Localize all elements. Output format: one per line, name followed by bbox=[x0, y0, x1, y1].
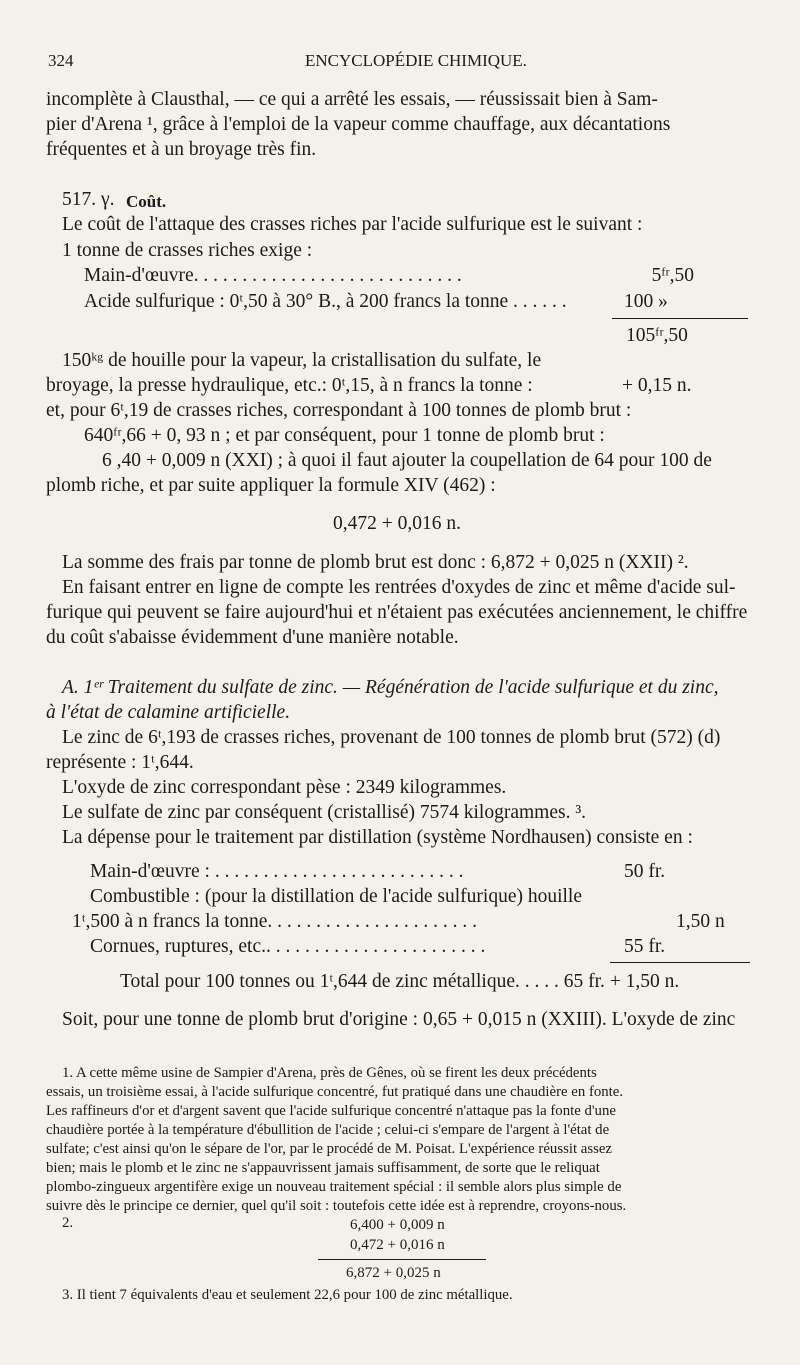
section-a-line-5: La dépense pour le traitement par distillation (système Nordhausen) consiste en : bbox=[62, 827, 693, 848]
footnote-3: 3. Il tient 7 équivalents d'eau et seulement 22,6 pour 100 de zinc métallique. bbox=[62, 1287, 513, 1303]
section-517-line-12: du coût s'abaisse évidemment d'une manière notable. bbox=[46, 627, 459, 648]
footnote-1-line: plombo-zingueux argentifère exige un nouveau traitement spécial : il semble alors plus simple de bbox=[46, 1179, 622, 1195]
cost-item-value: 5ᶠʳ,50 bbox=[651, 265, 694, 286]
footnote-2-line: 6,400 + 0,009 n bbox=[350, 1217, 445, 1233]
section-517-line-3: 150ᵏᵍ de houille pour la vapeur, la cristallisation du sulfate, le bbox=[62, 350, 542, 371]
cost-row-label: Cornues, ruptures, etc.. . . . . . . . . . . . . . . . . . . . . . . bbox=[90, 936, 486, 957]
intro-line-1: incomplète à Clausthal, — ce qui a arrêté les essais, — réussissait bien à Sam- bbox=[46, 89, 658, 110]
section-517-line-10: En faisant entrer en ligne de compte les rentrées d'oxydes de zinc et même d'acide sul- bbox=[62, 577, 736, 598]
footnote-1-line: sulfate; c'est ainsi qu'on le sépare de l'or, par le procédé de M. Poisat. L'expérience réussit assez bbox=[46, 1141, 612, 1157]
footnote-1-line: 1. A cette même usine de Sampier d'Arena, près de Gênes, où se firent les deux précédents bbox=[62, 1065, 597, 1081]
cost-row-value: 1,50 n bbox=[676, 911, 725, 932]
footnote-sum-rule bbox=[318, 1259, 486, 1260]
section-a-line-4: Le sulfate de zinc par conséquent (cristallisé) 7574 kilogrammes. ³. bbox=[62, 802, 587, 823]
cost-row-value: 55 fr. bbox=[624, 936, 666, 957]
sum-rule bbox=[612, 318, 748, 319]
section-517-line-11: furique qui peuvent se faire aujourd'hui et n'étaient pas exécutées anciennement, le chiffre bbox=[46, 602, 748, 623]
footnote-2-line: 6,872 + 0,025 n bbox=[346, 1265, 441, 1281]
section-517-line-9: La somme des frais par tonne de plomb brut est donc : 6,872 + 0,025 n (XXII) ². bbox=[62, 552, 689, 573]
cost-row-label: 1ᵗ,500 à n francs la tonne. . . . . . . . . . . . . . . . . . . . . . bbox=[72, 911, 478, 932]
footnote-1-line: suivre dès le principe ce dernier, quel qu'il soit : toutefois cette idée est à reprendre, croyons-nous. bbox=[46, 1198, 627, 1214]
footnote-2-line: 0,472 + 0,016 n bbox=[350, 1237, 445, 1253]
section-517-line-4: broyage, la presse hydraulique, etc.: 0ᵗ,15, à n francs la tonne : bbox=[46, 375, 533, 396]
section-a-line-2: représente : 1ᵗ,644. bbox=[46, 752, 194, 773]
closing-line: Soit, pour une tonne de plomb brut d'origine : 0,65 + 0,015 n (XXIII). L'oxyde de zinc bbox=[62, 1009, 736, 1030]
section-517-line-7: 6 ,40 + 0,009 n (XXI) ; à quoi il faut ajouter la coupellation de 64 pour 100 de bbox=[102, 450, 712, 471]
cost-item-value: 100 » bbox=[624, 291, 668, 312]
section-517-line-2: 1 tonne de crasses riches exige : bbox=[62, 240, 313, 261]
cost-row-label: Combustible : (pour la distillation de l'acide sulfurique) houille bbox=[90, 886, 583, 907]
section-517-number: 517. γ. bbox=[62, 189, 115, 210]
cost-item-label: Acide sulfurique : 0ᵗ,50 à 30° B., à 200 francs la tonne . . . . . . bbox=[84, 291, 567, 312]
formula: 0,472 + 0,016 n. bbox=[333, 513, 461, 534]
footnote-2-label: 2. bbox=[62, 1215, 74, 1231]
cost-item-label: Main-d'œuvre. . . . . . . . . . . . . . . . . . . . . . . . . . . . bbox=[84, 265, 462, 286]
section-517-line-8: plomb riche, et par suite appliquer la formule XIV (462) : bbox=[46, 475, 496, 496]
cost-row-label: Main-d'œuvre : . . . . . . . . . . . . . . . . . . . . . . . . . . bbox=[90, 861, 464, 882]
sum-rule bbox=[610, 962, 750, 963]
section-517-line-6: 640ᶠʳ,66 + 0, 93 n ; et par conséquent, pour 1 tonne de plomb brut : bbox=[84, 425, 605, 446]
section-a-line-1: Le zinc de 6ᵗ,193 de crasses riches, provenant de 100 tonnes de plomb brut (572) (d) bbox=[62, 727, 721, 748]
footnote-1-line: essais, un troisième essai, à l'acide sulfurique concentré, fut pratiqué dans une chaudière en fonte. bbox=[46, 1084, 624, 1100]
section-a-line-3: L'oxyde de zinc correspondant pèse : 2349 kilogrammes. bbox=[62, 777, 507, 798]
cost-total: 105ᶠʳ,50 bbox=[626, 325, 688, 346]
footnote-1-line: bien; mais le plomb et le zinc ne s'appauvrissent jamais suffisamment, de sorte que le reliquat bbox=[46, 1160, 600, 1176]
section-a-heading-2: à l'état de calamine artificielle. bbox=[46, 702, 291, 723]
cost-total-line: Total pour 100 tonnes ou 1ᵗ,644 de zinc métallique. . . . . 65 fr. + 1,50 n. bbox=[120, 971, 680, 992]
section-a-heading-1: A. 1ᵉʳ Traitement du sulfate de zinc. — Régénération de l'acide sulfurique et du zinc, bbox=[62, 677, 719, 698]
cost-row-value: 50 fr. bbox=[624, 861, 666, 882]
section-517-title: Coût. bbox=[126, 192, 167, 211]
intro-line-3: fréquentes et à un broyage très fin. bbox=[46, 139, 317, 160]
section-517-line-4-value: + 0,15 n. bbox=[622, 375, 692, 396]
footnote-1-line: chaudière portée à la température d'ébullition de l'acide ; celui-ci s'empare de l'argent à l'état de bbox=[46, 1122, 610, 1138]
section-517-line-1: Le coût de l'attaque des crasses riches par l'acide sulfurique est le suivant : bbox=[62, 214, 643, 235]
intro-line-2: pier d'Arena ¹, grâce à l'emploi de la vapeur comme chauffage, aux décantations bbox=[46, 114, 671, 135]
page-number: 324 bbox=[48, 51, 74, 70]
footnote-1-line: Les raffineurs d'or et d'argent savent que l'acide sulfurique concentré n'attaque pas la fonte d'une bbox=[46, 1103, 616, 1119]
section-517-line-5: et, pour 6ᵗ,19 de crasses riches, correspondant à 100 tonnes de plomb brut : bbox=[46, 400, 632, 421]
running-title: ENCYCLOPÉDIE CHIMIQUE. bbox=[305, 51, 527, 70]
